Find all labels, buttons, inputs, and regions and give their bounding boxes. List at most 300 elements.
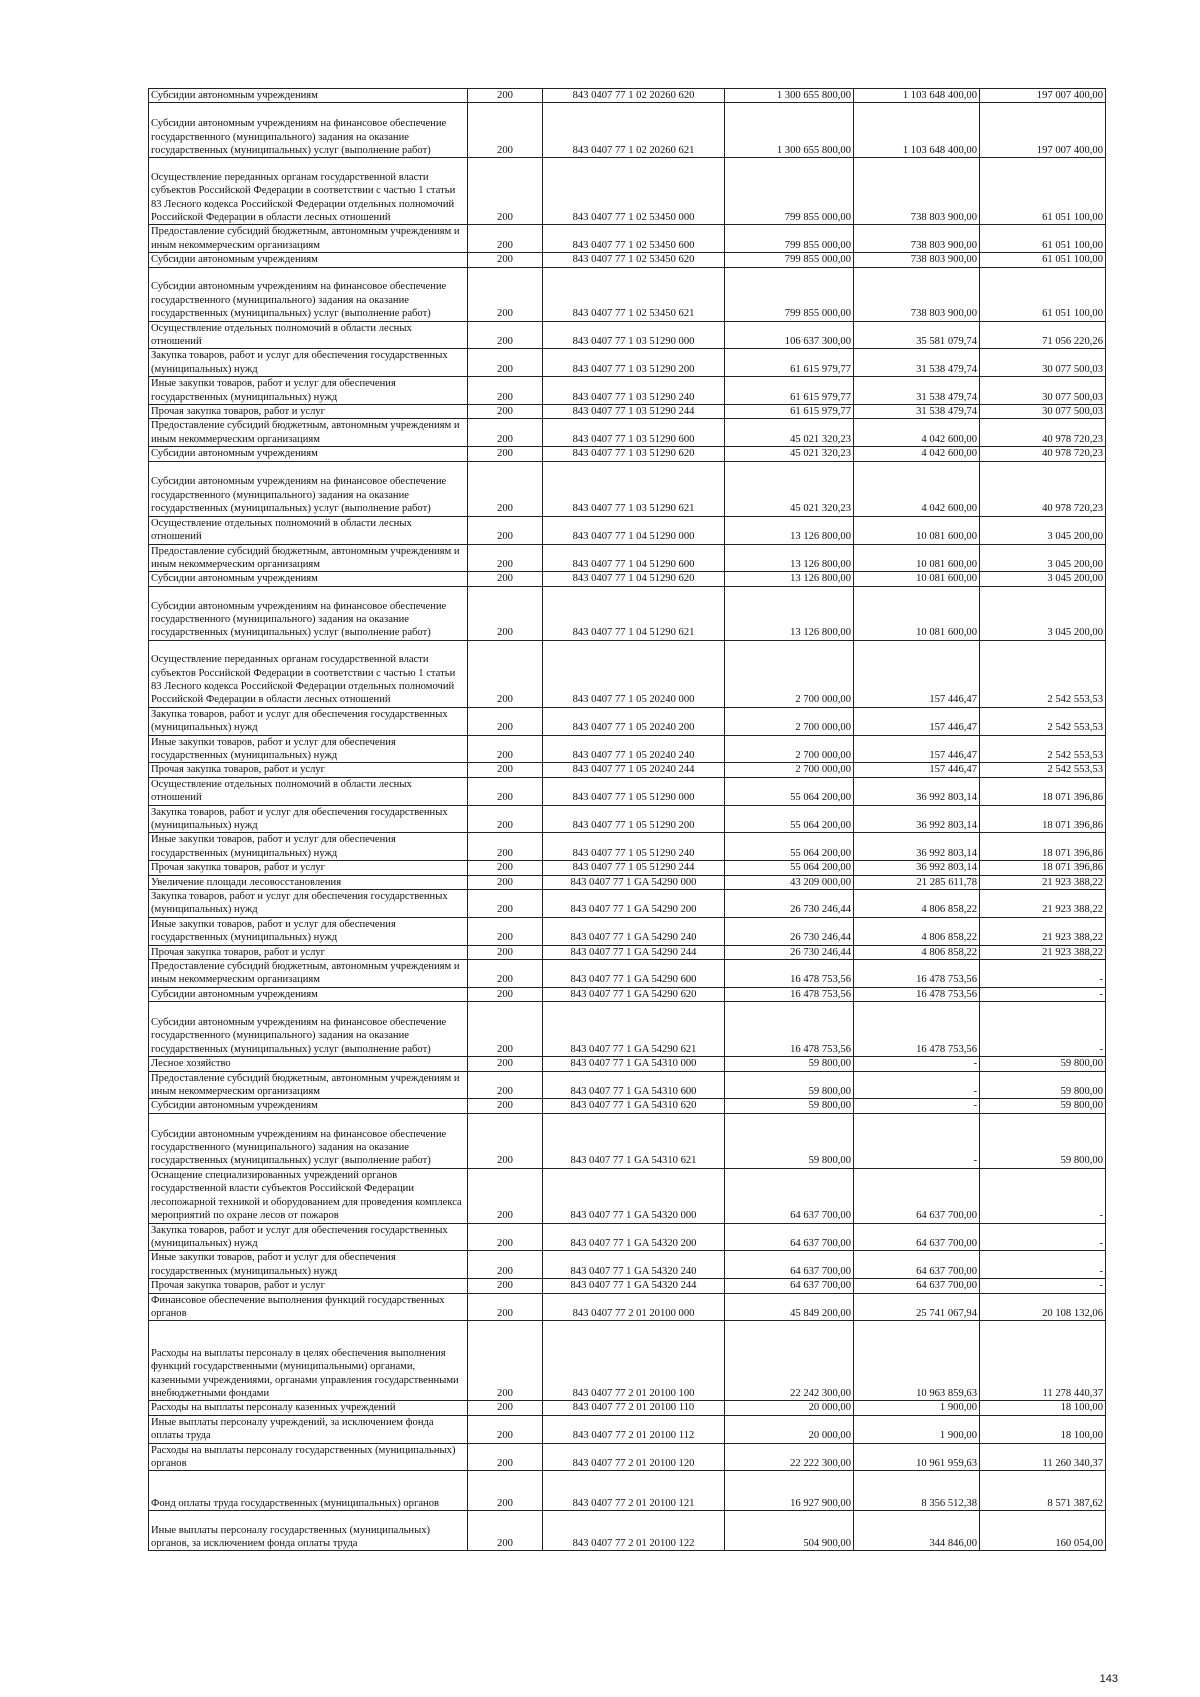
row-name-cell: Субсидии автономным учреждениям на финансовое обеспечение государственного (муниципального) задания на оказание государственных (муниципальных) услуг (выполнение работ) bbox=[149, 103, 468, 158]
row-name-cell: Осуществление переданных органам государственной власти субъектов Российской Федерации в соответствии с частью 1 статьи 83 Лесного кодекса Российской Федерации отдельных полномочий Российской Федерации в области лесных отношений bbox=[149, 640, 468, 707]
table-row bbox=[149, 253, 1106, 267]
row-name-cell: Лесное хозяйство bbox=[149, 1057, 468, 1071]
row-plan-cell: 16 927 900,00 bbox=[725, 1471, 854, 1511]
row-kbk-cell: 843 0407 77 2 01 20100 110 bbox=[543, 1401, 725, 1415]
row-name-cell: Расходы на выплаты персоналу казенных учреждений bbox=[149, 1401, 468, 1415]
row-executed-cell: 64 637 700,00 bbox=[854, 1279, 980, 1293]
row-code-cell: 200 bbox=[468, 945, 543, 959]
row-remainder-cell: 61 051 100,00 bbox=[980, 225, 1106, 253]
row-remainder-cell: 71 056 220,26 bbox=[980, 321, 1106, 349]
row-plan-cell: 2 700 000,00 bbox=[725, 763, 854, 777]
row-plan-cell: 55 064 200,00 bbox=[725, 805, 854, 833]
row-kbk-cell: 843 0407 77 1 GA 54290 600 bbox=[543, 960, 725, 988]
row-code-cell: 200 bbox=[468, 516, 543, 544]
row-name-cell: Предоставление субсидий бюджетным, автономным учреждениям и иным некоммерческим организациям bbox=[149, 544, 468, 572]
row-plan-cell: 64 637 700,00 bbox=[725, 1223, 854, 1251]
row-plan-cell: 64 637 700,00 bbox=[725, 1168, 854, 1223]
row-code-cell: 200 bbox=[468, 321, 543, 349]
row-name-cell: Закупка товаров, работ и услуг для обеспечения государственных (муниципальных) нужд bbox=[149, 349, 468, 377]
row-remainder-cell: - bbox=[980, 1168, 1106, 1223]
row-remainder-cell: 197 007 400,00 bbox=[980, 89, 1106, 103]
row-remainder-cell: 18 100,00 bbox=[980, 1415, 1106, 1443]
row-remainder-cell: 59 800,00 bbox=[980, 1113, 1106, 1168]
table-row bbox=[149, 763, 1106, 777]
row-kbk-cell: 843 0407 77 1 04 51290 620 bbox=[543, 572, 725, 586]
row-executed-cell: 10 961 959,63 bbox=[854, 1443, 980, 1471]
row-executed-cell: - bbox=[854, 1057, 980, 1071]
row-name-cell: Субсидии автономным учреждениям bbox=[149, 1099, 468, 1113]
row-code-cell: 200 bbox=[468, 1415, 543, 1443]
row-code-cell: 200 bbox=[468, 777, 543, 805]
row-remainder-cell: 59 800,00 bbox=[980, 1099, 1106, 1113]
row-code-cell: 200 bbox=[468, 544, 543, 572]
row-plan-cell: 55 064 200,00 bbox=[725, 777, 854, 805]
row-remainder-cell: - bbox=[980, 1251, 1106, 1279]
row-executed-cell: 157 446,47 bbox=[854, 735, 980, 763]
row-executed-cell: 35 581 079,74 bbox=[854, 321, 980, 349]
row-name-cell: Осуществление переданных органам государственной власти субъектов Российской Федерации в соответствии с частью 1 статьи 83 Лесного кодекса Российской Федерации отдельных полномочий Российской Федерации в области лесных отношений bbox=[149, 158, 468, 225]
row-executed-cell: 344 846,00 bbox=[854, 1511, 980, 1551]
row-plan-cell: 59 800,00 bbox=[725, 1113, 854, 1168]
row-kbk-cell: 843 0407 77 1 GA 54320 244 bbox=[543, 1279, 725, 1293]
row-executed-cell: 10 963 859,63 bbox=[854, 1321, 980, 1401]
row-code-cell: 200 bbox=[468, 349, 543, 377]
row-executed-cell: 36 992 803,14 bbox=[854, 833, 980, 861]
row-executed-cell: 16 478 753,56 bbox=[854, 1002, 980, 1057]
table-row bbox=[149, 419, 1106, 447]
row-kbk-cell: 843 0407 77 1 GA 54310 600 bbox=[543, 1071, 725, 1099]
table-row bbox=[149, 349, 1106, 377]
row-name-cell: Прочая закупка товаров, работ и услуг bbox=[149, 861, 468, 875]
row-plan-cell: 799 855 000,00 bbox=[725, 253, 854, 267]
row-name-cell: Субсидии автономным учреждениям на финансовое обеспечение государственного (муниципального) задания на оказание государственных (муниципальных) услуг (выполнение работ) bbox=[149, 267, 468, 321]
row-code-cell: 200 bbox=[468, 763, 543, 777]
row-name-cell: Прочая закупка товаров, работ и услуг bbox=[149, 1279, 468, 1293]
row-remainder-cell: 21 923 388,22 bbox=[980, 917, 1106, 945]
row-plan-cell: 20 000,00 bbox=[725, 1415, 854, 1443]
row-kbk-cell: 843 0407 77 1 GA 54290 000 bbox=[543, 875, 725, 889]
row-kbk-cell: 843 0407 77 1 02 53450 620 bbox=[543, 253, 725, 267]
row-executed-cell: 10 081 600,00 bbox=[854, 586, 980, 640]
table-row bbox=[149, 875, 1106, 889]
row-remainder-cell: 30 077 500,03 bbox=[980, 377, 1106, 405]
row-plan-cell: 13 126 800,00 bbox=[725, 572, 854, 586]
row-plan-cell: 43 209 000,00 bbox=[725, 875, 854, 889]
row-executed-cell: 21 285 611,78 bbox=[854, 875, 980, 889]
row-remainder-cell: 3 045 200,00 bbox=[980, 586, 1106, 640]
row-plan-cell: 59 800,00 bbox=[725, 1099, 854, 1113]
row-code-cell: 200 bbox=[468, 833, 543, 861]
row-remainder-cell: - bbox=[980, 1223, 1106, 1251]
row-name-cell: Прочая закупка товаров, работ и услуг bbox=[149, 763, 468, 777]
row-plan-cell: 2 700 000,00 bbox=[725, 707, 854, 735]
row-plan-cell: 799 855 000,00 bbox=[725, 225, 854, 253]
row-plan-cell: 26 730 246,44 bbox=[725, 890, 854, 918]
table-row bbox=[149, 735, 1106, 763]
row-kbk-cell: 843 0407 77 2 01 20100 112 bbox=[543, 1415, 725, 1443]
row-name-cell: Фонд оплаты труда государственных (муниципальных) органов bbox=[149, 1471, 468, 1511]
row-executed-cell: 8 356 512,38 bbox=[854, 1471, 980, 1511]
row-kbk-cell: 843 0407 77 1 GA 54290 244 bbox=[543, 945, 725, 959]
row-code-cell: 200 bbox=[468, 225, 543, 253]
table-row bbox=[149, 861, 1106, 875]
row-name-cell: Предоставление субсидий бюджетным, автономным учреждениям и иным некоммерческим организациям bbox=[149, 225, 468, 253]
table-row bbox=[149, 1057, 1106, 1071]
row-plan-cell: 16 478 753,56 bbox=[725, 960, 854, 988]
row-remainder-cell: 59 800,00 bbox=[980, 1071, 1106, 1099]
row-remainder-cell: - bbox=[980, 960, 1106, 988]
row-code-cell: 200 bbox=[468, 1113, 543, 1168]
table-row bbox=[149, 1113, 1106, 1168]
row-code-cell: 200 bbox=[468, 1002, 543, 1057]
row-name-cell: Иные закупки товаров, работ и услуг для обеспечения государственных (муниципальных) нужд bbox=[149, 1251, 468, 1279]
row-remainder-cell: 30 077 500,03 bbox=[980, 405, 1106, 419]
row-plan-cell: 799 855 000,00 bbox=[725, 267, 854, 321]
row-remainder-cell: 3 045 200,00 bbox=[980, 544, 1106, 572]
row-plan-cell: 13 126 800,00 bbox=[725, 544, 854, 572]
table-row bbox=[149, 158, 1106, 225]
row-name-cell: Осуществление отдельных полномочий в области лесных отношений bbox=[149, 777, 468, 805]
table-row bbox=[149, 1511, 1106, 1551]
table-row bbox=[149, 1321, 1106, 1401]
row-name-cell: Иные закупки товаров, работ и услуг для обеспечения государственных (муниципальных) нужд bbox=[149, 917, 468, 945]
row-code-cell: 200 bbox=[468, 707, 543, 735]
row-name-cell: Предоставление субсидий бюджетным, автономным учреждениям и иным некоммерческим организациям bbox=[149, 419, 468, 447]
table-row bbox=[149, 89, 1106, 103]
row-remainder-cell: 18 071 396,86 bbox=[980, 805, 1106, 833]
row-code-cell: 200 bbox=[468, 1279, 543, 1293]
row-name-cell: Закупка товаров, работ и услуг для обеспечения государственных (муниципальных) нужд bbox=[149, 805, 468, 833]
row-kbk-cell: 843 0407 77 1 GA 54320 240 bbox=[543, 1251, 725, 1279]
table-row bbox=[149, 917, 1106, 945]
row-name-cell: Закупка товаров, работ и услуг для обеспечения государственных (муниципальных) нужд bbox=[149, 1223, 468, 1251]
row-kbk-cell: 843 0407 77 1 03 51290 200 bbox=[543, 349, 725, 377]
row-kbk-cell: 843 0407 77 1 03 51290 000 bbox=[543, 321, 725, 349]
row-kbk-cell: 843 0407 77 1 05 51290 240 bbox=[543, 833, 725, 861]
row-kbk-cell: 843 0407 77 2 01 20100 000 bbox=[543, 1293, 725, 1321]
row-plan-cell: 45 021 320,23 bbox=[725, 447, 854, 461]
row-kbk-cell: 843 0407 77 1 05 20240 000 bbox=[543, 640, 725, 707]
row-kbk-cell: 843 0407 77 1 GA 54320 200 bbox=[543, 1223, 725, 1251]
row-kbk-cell: 843 0407 77 2 01 20100 122 bbox=[543, 1511, 725, 1551]
row-remainder-cell: 2 542 553,53 bbox=[980, 735, 1106, 763]
row-plan-cell: 1 300 655 800,00 bbox=[725, 89, 854, 103]
row-remainder-cell: 11 260 340,37 bbox=[980, 1443, 1106, 1471]
row-executed-cell: 25 741 067,94 bbox=[854, 1293, 980, 1321]
table-row bbox=[149, 640, 1106, 707]
table-row bbox=[149, 321, 1106, 349]
row-kbk-cell: 843 0407 77 1 05 51290 200 bbox=[543, 805, 725, 833]
row-code-cell: 200 bbox=[468, 253, 543, 267]
row-plan-cell: 2 700 000,00 bbox=[725, 735, 854, 763]
table-row bbox=[149, 572, 1106, 586]
row-code-cell: 200 bbox=[468, 805, 543, 833]
row-remainder-cell: 21 923 388,22 bbox=[980, 945, 1106, 959]
row-name-cell: Осуществление отдельных полномочий в области лесных отношений bbox=[149, 516, 468, 544]
row-plan-cell: 106 637 300,00 bbox=[725, 321, 854, 349]
row-name-cell: Прочая закупка товаров, работ и услуг bbox=[149, 405, 468, 419]
row-remainder-cell: 18 100,00 bbox=[980, 1401, 1106, 1415]
row-remainder-cell: 2 542 553,53 bbox=[980, 707, 1106, 735]
row-name-cell: Субсидии автономным учреждениям на финансовое обеспечение государственного (муниципального) задания на оказание государственных (муниципальных) услуг (выполнение работ) bbox=[149, 1002, 468, 1057]
row-code-cell: 200 bbox=[468, 1251, 543, 1279]
row-code-cell: 200 bbox=[468, 419, 543, 447]
row-kbk-cell: 843 0407 77 1 03 51290 240 bbox=[543, 377, 725, 405]
row-kbk-cell: 843 0407 77 1 02 20260 621 bbox=[543, 103, 725, 158]
row-executed-cell: 738 803 900,00 bbox=[854, 225, 980, 253]
row-name-cell: Субсидии автономным учреждениям bbox=[149, 987, 468, 1001]
row-code-cell: 200 bbox=[468, 875, 543, 889]
row-name-cell: Расходы на выплаты персоналу в целях обеспечения выполнения функций государственными (муниципальными) органами, казенными учреждениями, органами управления государственными внебюджетными фондами bbox=[149, 1321, 468, 1401]
row-name-cell: Закупка товаров, работ и услуг для обеспечения государственных (муниципальных) нужд bbox=[149, 707, 468, 735]
row-name-cell: Субсидии автономным учреждениям bbox=[149, 89, 468, 103]
table-row bbox=[149, 447, 1106, 461]
row-executed-cell: 1 900,00 bbox=[854, 1401, 980, 1415]
row-code-cell: 200 bbox=[468, 1071, 543, 1099]
row-code-cell: 200 bbox=[468, 917, 543, 945]
row-kbk-cell: 843 0407 77 1 04 51290 000 bbox=[543, 516, 725, 544]
row-executed-cell: 738 803 900,00 bbox=[854, 253, 980, 267]
row-code-cell: 200 bbox=[468, 447, 543, 461]
table-row bbox=[149, 707, 1106, 735]
row-name-cell: Предоставление субсидий бюджетным, автономным учреждениям и иным некоммерческим организациям bbox=[149, 1071, 468, 1099]
table-row bbox=[149, 225, 1106, 253]
row-remainder-cell: 61 051 100,00 bbox=[980, 253, 1106, 267]
row-code-cell: 200 bbox=[468, 1099, 543, 1113]
row-executed-cell: 738 803 900,00 bbox=[854, 158, 980, 225]
table-row bbox=[149, 805, 1106, 833]
row-executed-cell: 31 538 479,74 bbox=[854, 405, 980, 419]
row-plan-cell: 45 849 200,00 bbox=[725, 1293, 854, 1321]
table-row bbox=[149, 1251, 1106, 1279]
row-kbk-cell: 843 0407 77 1 03 51290 600 bbox=[543, 419, 725, 447]
row-plan-cell: 64 637 700,00 bbox=[725, 1279, 854, 1293]
row-plan-cell: 26 730 246,44 bbox=[725, 945, 854, 959]
row-code-cell: 200 bbox=[468, 1223, 543, 1251]
row-remainder-cell: 8 571 387,62 bbox=[980, 1471, 1106, 1511]
row-code-cell: 200 bbox=[468, 640, 543, 707]
row-remainder-cell: 40 978 720,23 bbox=[980, 461, 1106, 516]
row-kbk-cell: 843 0407 77 1 05 51290 244 bbox=[543, 861, 725, 875]
table-row bbox=[149, 461, 1106, 516]
row-kbk-cell: 843 0407 77 1 GA 54290 200 bbox=[543, 890, 725, 918]
page-number: 143 bbox=[1099, 1673, 1118, 1685]
row-executed-cell: 10 081 600,00 bbox=[854, 544, 980, 572]
row-plan-cell: 55 064 200,00 bbox=[725, 861, 854, 875]
row-kbk-cell: 843 0407 77 1 04 51290 621 bbox=[543, 586, 725, 640]
row-name-cell: Закупка товаров, работ и услуг для обеспечения государственных (муниципальных) нужд bbox=[149, 890, 468, 918]
row-remainder-cell: - bbox=[980, 987, 1106, 1001]
row-name-cell: Субсидии автономным учреждениям bbox=[149, 572, 468, 586]
table-row bbox=[149, 833, 1106, 861]
row-kbk-cell: 843 0407 77 1 GA 54290 620 bbox=[543, 987, 725, 1001]
row-code-cell: 200 bbox=[468, 1471, 543, 1511]
row-name-cell: Иные закупки товаров, работ и услуг для обеспечения государственных (муниципальных) нужд bbox=[149, 833, 468, 861]
row-name-cell: Иные закупки товаров, работ и услуг для обеспечения государственных (муниципальных) нужд bbox=[149, 377, 468, 405]
row-code-cell: 200 bbox=[468, 987, 543, 1001]
row-code-cell: 200 bbox=[468, 267, 543, 321]
row-kbk-cell: 843 0407 77 2 01 20100 121 bbox=[543, 1471, 725, 1511]
row-plan-cell: 20 000,00 bbox=[725, 1401, 854, 1415]
row-plan-cell: 22 222 300,00 bbox=[725, 1443, 854, 1471]
row-executed-cell: 157 446,47 bbox=[854, 763, 980, 777]
row-remainder-cell: 21 923 388,22 bbox=[980, 890, 1106, 918]
row-remainder-cell: 2 542 553,53 bbox=[980, 763, 1106, 777]
row-executed-cell: 1 900,00 bbox=[854, 1415, 980, 1443]
row-executed-cell: 36 992 803,14 bbox=[854, 861, 980, 875]
row-kbk-cell: 843 0407 77 1 04 51290 600 bbox=[543, 544, 725, 572]
row-plan-cell: 59 800,00 bbox=[725, 1057, 854, 1071]
row-kbk-cell: 843 0407 77 1 GA 54310 621 bbox=[543, 1113, 725, 1168]
row-name-cell: Прочая закупка товаров, работ и услуг bbox=[149, 945, 468, 959]
row-executed-cell: 738 803 900,00 bbox=[854, 267, 980, 321]
row-remainder-cell: 40 978 720,23 bbox=[980, 447, 1106, 461]
row-executed-cell: 157 446,47 bbox=[854, 640, 980, 707]
row-remainder-cell: 61 051 100,00 bbox=[980, 267, 1106, 321]
row-kbk-cell: 843 0407 77 1 GA 54320 000 bbox=[543, 1168, 725, 1223]
row-remainder-cell: 59 800,00 bbox=[980, 1057, 1106, 1071]
row-executed-cell: 1 103 648 400,00 bbox=[854, 89, 980, 103]
row-plan-cell: 1 300 655 800,00 bbox=[725, 103, 854, 158]
row-executed-cell: 1 103 648 400,00 bbox=[854, 103, 980, 158]
row-plan-cell: 61 615 979,77 bbox=[725, 349, 854, 377]
row-kbk-cell: 843 0407 77 2 01 20100 120 bbox=[543, 1443, 725, 1471]
row-executed-cell: 4 042 600,00 bbox=[854, 461, 980, 516]
table-row bbox=[149, 1071, 1106, 1099]
row-kbk-cell: 843 0407 77 1 05 20240 240 bbox=[543, 735, 725, 763]
row-kbk-cell: 843 0407 77 1 02 53450 600 bbox=[543, 225, 725, 253]
table-row bbox=[149, 987, 1106, 1001]
row-plan-cell: 799 855 000,00 bbox=[725, 158, 854, 225]
table-row bbox=[149, 945, 1106, 959]
table-row bbox=[149, 405, 1106, 419]
row-kbk-cell: 843 0407 77 1 GA 54310 000 bbox=[543, 1057, 725, 1071]
row-code-cell: 200 bbox=[468, 377, 543, 405]
row-remainder-cell: 18 071 396,86 bbox=[980, 861, 1106, 875]
row-executed-cell: 10 081 600,00 bbox=[854, 572, 980, 586]
row-code-cell: 200 bbox=[468, 1057, 543, 1071]
row-remainder-cell: 61 051 100,00 bbox=[980, 158, 1106, 225]
table-row bbox=[149, 1443, 1106, 1471]
row-kbk-cell: 843 0407 77 1 05 20240 200 bbox=[543, 707, 725, 735]
row-executed-cell: 31 538 479,74 bbox=[854, 349, 980, 377]
row-code-cell: 200 bbox=[468, 735, 543, 763]
table-row bbox=[149, 1168, 1106, 1223]
table-row bbox=[149, 544, 1106, 572]
row-kbk-cell: 843 0407 77 1 03 51290 621 bbox=[543, 461, 725, 516]
row-executed-cell: 16 478 753,56 bbox=[854, 987, 980, 1001]
row-name-cell: Иные закупки товаров, работ и услуг для обеспечения государственных (муниципальных) нужд bbox=[149, 735, 468, 763]
row-remainder-cell: 2 542 553,53 bbox=[980, 640, 1106, 707]
row-kbk-cell: 843 0407 77 1 GA 54310 620 bbox=[543, 1099, 725, 1113]
table-row bbox=[149, 1223, 1106, 1251]
row-executed-cell: 4 042 600,00 bbox=[854, 419, 980, 447]
row-plan-cell: 2 700 000,00 bbox=[725, 640, 854, 707]
row-name-cell: Субсидии автономным учреждениям bbox=[149, 447, 468, 461]
table-row bbox=[149, 890, 1106, 918]
row-remainder-cell: 160 054,00 bbox=[980, 1511, 1106, 1551]
row-code-cell: 200 bbox=[468, 461, 543, 516]
row-remainder-cell: 20 108 132,06 bbox=[980, 1293, 1106, 1321]
table-row bbox=[149, 1279, 1106, 1293]
table-row bbox=[149, 1401, 1106, 1415]
row-kbk-cell: 843 0407 77 1 GA 54290 240 bbox=[543, 917, 725, 945]
table-row bbox=[149, 377, 1106, 405]
row-name-cell: Предоставление субсидий бюджетным, автономным учреждениям и иным некоммерческим организациям bbox=[149, 960, 468, 988]
row-plan-cell: 45 021 320,23 bbox=[725, 461, 854, 516]
row-plan-cell: 13 126 800,00 bbox=[725, 586, 854, 640]
row-code-cell: 200 bbox=[468, 861, 543, 875]
row-remainder-cell: 40 978 720,23 bbox=[980, 419, 1106, 447]
row-plan-cell: 22 242 300,00 bbox=[725, 1321, 854, 1401]
row-name-cell: Иные выплаты персоналу учреждений, за исключением фонда оплаты труда bbox=[149, 1415, 468, 1443]
row-executed-cell: 36 992 803,14 bbox=[854, 777, 980, 805]
row-name-cell: Оснащение специализированных учреждений органов государственной власти субъектов Российской Федерации лесопожарной техникой и оборудованием для проведения комплекса мероприятий по охране лесов от пожаров bbox=[149, 1168, 468, 1223]
row-remainder-cell: 197 007 400,00 bbox=[980, 103, 1106, 158]
row-code-cell: 200 bbox=[468, 1401, 543, 1415]
row-executed-cell: 4 806 858,22 bbox=[854, 890, 980, 918]
row-executed-cell: 4 806 858,22 bbox=[854, 917, 980, 945]
row-remainder-cell: 18 071 396,86 bbox=[980, 833, 1106, 861]
row-kbk-cell: 843 0407 77 1 03 51290 620 bbox=[543, 447, 725, 461]
table-row bbox=[149, 1471, 1106, 1511]
table-row bbox=[149, 1293, 1106, 1321]
row-executed-cell: 64 637 700,00 bbox=[854, 1251, 980, 1279]
table-row bbox=[149, 777, 1106, 805]
row-plan-cell: 55 064 200,00 bbox=[725, 833, 854, 861]
table-row bbox=[149, 516, 1106, 544]
row-executed-cell: 16 478 753,56 bbox=[854, 960, 980, 988]
row-name-cell: Увеличение площади лесовосстановления bbox=[149, 875, 468, 889]
row-kbk-cell: 843 0407 77 1 02 20260 620 bbox=[543, 89, 725, 103]
budget-sheet bbox=[148, 88, 1106, 1551]
row-name-cell: Субсидии автономным учреждениям на финансовое обеспечение государственного (муниципального) задания на оказание государственных (муниципальных) услуг (выполнение работ) bbox=[149, 1113, 468, 1168]
row-executed-cell: 64 637 700,00 bbox=[854, 1168, 980, 1223]
row-kbk-cell: 843 0407 77 1 02 53450 000 bbox=[543, 158, 725, 225]
row-executed-cell: - bbox=[854, 1113, 980, 1168]
row-kbk-cell: 843 0407 77 1 GA 54290 621 bbox=[543, 1002, 725, 1057]
row-plan-cell: 59 800,00 bbox=[725, 1071, 854, 1099]
table-row bbox=[149, 1002, 1106, 1057]
row-plan-cell: 26 730 246,44 bbox=[725, 917, 854, 945]
table-row bbox=[149, 103, 1106, 158]
row-remainder-cell: - bbox=[980, 1002, 1106, 1057]
row-executed-cell: 31 538 479,74 bbox=[854, 377, 980, 405]
row-plan-cell: 16 478 753,56 bbox=[725, 1002, 854, 1057]
row-code-cell: 200 bbox=[468, 1321, 543, 1401]
row-executed-cell: 4 042 600,00 bbox=[854, 447, 980, 461]
row-code-cell: 200 bbox=[468, 405, 543, 419]
row-remainder-cell: - bbox=[980, 1279, 1106, 1293]
row-executed-cell: - bbox=[854, 1071, 980, 1099]
row-name-cell: Субсидии автономным учреждениям на финансовое обеспечение государственного (муниципального) задания на оказание государственных (муниципальных) услуг (выполнение работ) bbox=[149, 461, 468, 516]
row-name-cell: Расходы на выплаты персоналу государственных (муниципальных) органов bbox=[149, 1443, 468, 1471]
row-remainder-cell: 30 077 500,03 bbox=[980, 349, 1106, 377]
table-row bbox=[149, 1099, 1106, 1113]
row-code-cell: 200 bbox=[468, 1293, 543, 1321]
row-code-cell: 200 bbox=[468, 586, 543, 640]
budget-table bbox=[148, 88, 1106, 1551]
row-name-cell: Финансовое обеспечение выполнения функций государственных органов bbox=[149, 1293, 468, 1321]
row-plan-cell: 16 478 753,56 bbox=[725, 987, 854, 1001]
row-plan-cell: 504 900,00 bbox=[725, 1511, 854, 1551]
table-row bbox=[149, 267, 1106, 321]
row-remainder-cell: 21 923 388,22 bbox=[980, 875, 1106, 889]
row-remainder-cell: 3 045 200,00 bbox=[980, 516, 1106, 544]
row-remainder-cell: 3 045 200,00 bbox=[980, 572, 1106, 586]
row-code-cell: 200 bbox=[468, 89, 543, 103]
row-name-cell: Осуществление отдельных полномочий в области лесных отношений bbox=[149, 321, 468, 349]
